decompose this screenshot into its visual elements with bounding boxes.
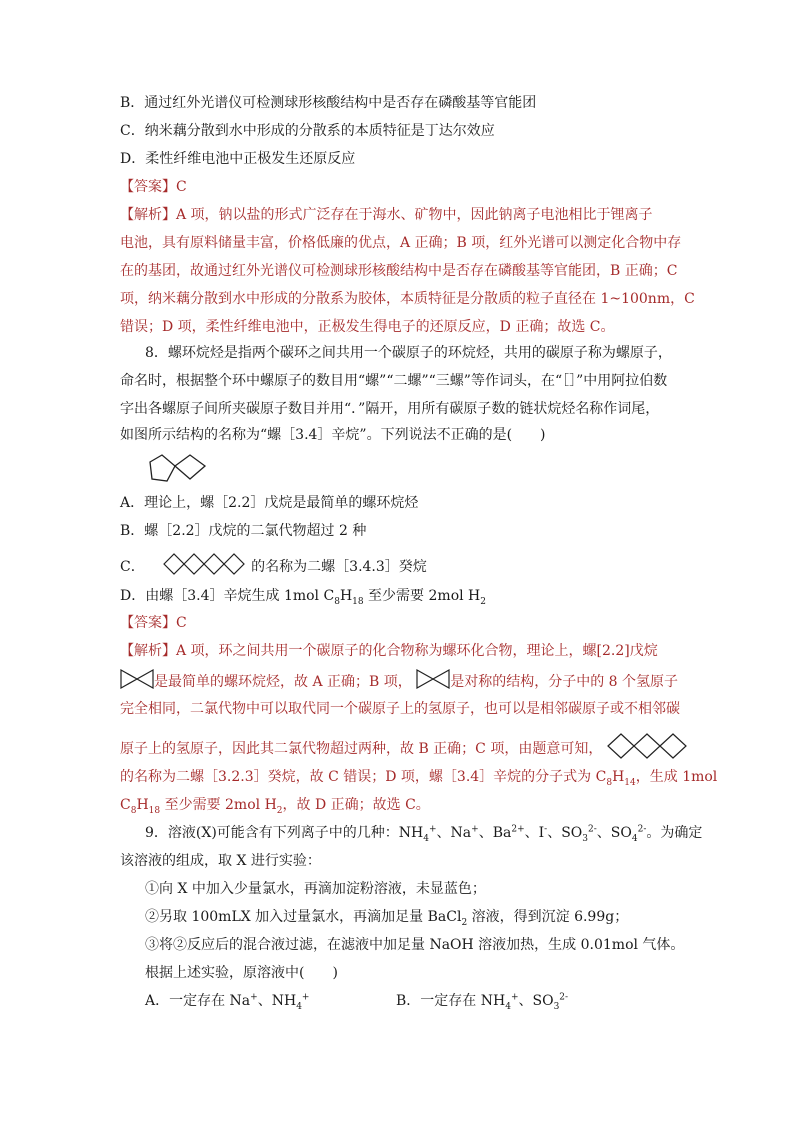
q8-analysis-line-4: 原子上的氢原子，因此其二氯代物超过两种，故 B 正确；C 项，由题意可知， (120, 733, 680, 765)
analysis-tag: 【解析】 (120, 207, 176, 223)
q9-stem-line-1: 9．溶液(X)可能含有下列离子中的几种：$NH_4^+$、Na+、$Ba^{2+}$、I-、$SO_3^{2-}$、$SO_4^{2-}$。为确定 (145, 824, 703, 844)
q8-stem-line-2: 命名时，根据整个环中螺原子的数目用“螺”“二螺”“三螺”等作词头，在“［］”中用阿拉伯数 (120, 373, 668, 389)
answer-tag: 【答案】 (120, 179, 176, 195)
q7-answer (120, 177, 680, 197)
answer-value: C (176, 179, 187, 195)
q9-stem-line-2: 该溶液的组成，取 X 进行实验： (120, 853, 321, 869)
q8-option-b: B．螺［2.2］戊烷的二氯代物超过 2 种 (120, 523, 367, 539)
q8-analysis-line-1: 【解析】A 项，环之间共用一个碳原子的化合物称为螺环化合物，理论上，螺[2.2]戊烷 (120, 643, 658, 659)
q9-step-2: ②另取 100mLX 加入过量氯水，再滴加足量 BaCl$_2$ 溶液，得到沉淀 6.99g； (145, 909, 629, 928)
q8-answer: 【答案】C (120, 615, 187, 631)
q9-step-3: ③将②反应后的混合液过滤，在滤液中加足量 NaOH 溶液加热，生成 0.01mol 气体。 (145, 937, 685, 953)
q7-analysis-line-5: 错误；D 项，柔性纤维电池中，正极发生得电子的还原反应，D 正确；故选 C。 (120, 319, 615, 335)
spiro-pentane-structure-image (120, 669, 154, 695)
q9-question: 根据上述实验，原溶液中( ) (145, 965, 338, 981)
q9-step-1: ①向 X 中加入少量氯水，再滴加淀粉溶液，未显蓝色； (145, 881, 486, 897)
dispiro-decane-structure-image (163, 553, 251, 581)
q8-option-a: A．理论上，螺［2.2］戊烷是最简单的螺环烷烃 (120, 495, 419, 511)
q7-option-b: B．通过红外光谱仪可检测球形核酸结构中是否存在磷酸基等官能团 (120, 95, 537, 111)
q8-analysis-line-5: 的名称为二螺［3.2.3］癸烷，故 C 错误；D 项，螺［3.4］辛烷的分子式为 $C_8H_{14}$，生成 1mol (120, 769, 718, 788)
q7-analysis-line-2: 电池，具有原料储量丰富，价格低廉的优点，A 正确；B 项，红外光谱可以测定化合物中存 (120, 235, 682, 251)
q8-stem-line-3: 字出各螺原子间所夹碳原子数目并用“．”隔开，用所有碳原子数的链状烷烃名称作词尾， (120, 401, 660, 417)
q7-option-d: D．柔性纤维电池中正极发生还原反应 (120, 151, 356, 167)
dispiro-undecane-structure-image (607, 733, 689, 765)
spiro-pentane-structure-image-2 (416, 669, 450, 695)
q8-analysis-line-3: 完全相同，二氯代物中可以取代同一个碳原子上的氢原子，也可以是相邻碳原子或不相邻碳 (120, 701, 680, 717)
q8-stem-line-1: 8．螺环烷烃是指两个碳环之间共用一个碳原子的环烷烃，共用的碳原子称为螺原子， (145, 345, 672, 361)
q8-stem-line-4: 如图所示结构的名称为“螺［3.4］辛烷”。下列说法不正确的是( ) (120, 427, 546, 443)
q7-analysis-line-1: 【解析】A 项，钠以盐的形式广泛存在于海水、矿物中，因此钠离子电池相比于锂离子 (120, 207, 653, 223)
spiro-octane-structure-image (145, 452, 209, 488)
q9-option-a: A．一定存在 Na+、$NH_4^+$ (145, 992, 310, 1012)
q7-option-c: C．纳米藕分散到水中形成的分散系的本质特征是丁达尔效应 (120, 123, 495, 139)
q7-analysis-line-4: 项，纳米藕分散到水中形成的分散系为胶体，本质特征是分散质的粒子直径在 1~100nm，C (120, 291, 695, 307)
q9-option-b: B．一定存在 $NH_4^+$、$SO_3^{2-}$ (396, 992, 569, 1012)
q8-option-d: D．由螺［3.4］辛烷生成 1mol $C_8H_{18}$ 至少需要 2mol $H_2$ (120, 588, 486, 607)
q8-option-c: C． 的名称为二螺［3.4.3］癸烷 (120, 553, 680, 581)
q7-analysis-line-3: 在的基团，故通过红外光谱仪可检测球形核酸结构中是否存在磷酸基等官能团，B 正确；C (120, 263, 678, 279)
q8-analysis-line-2: 是最简单的螺环烷烃，故 A 正确；B 项， 是对称的结构，分子中的 8 个氢原子 (120, 669, 680, 695)
q8-analysis-line-6: $C_8H_{18}$ 至少需要 2mol $H_2$，故 D 正确；故选 C。 (120, 797, 430, 816)
